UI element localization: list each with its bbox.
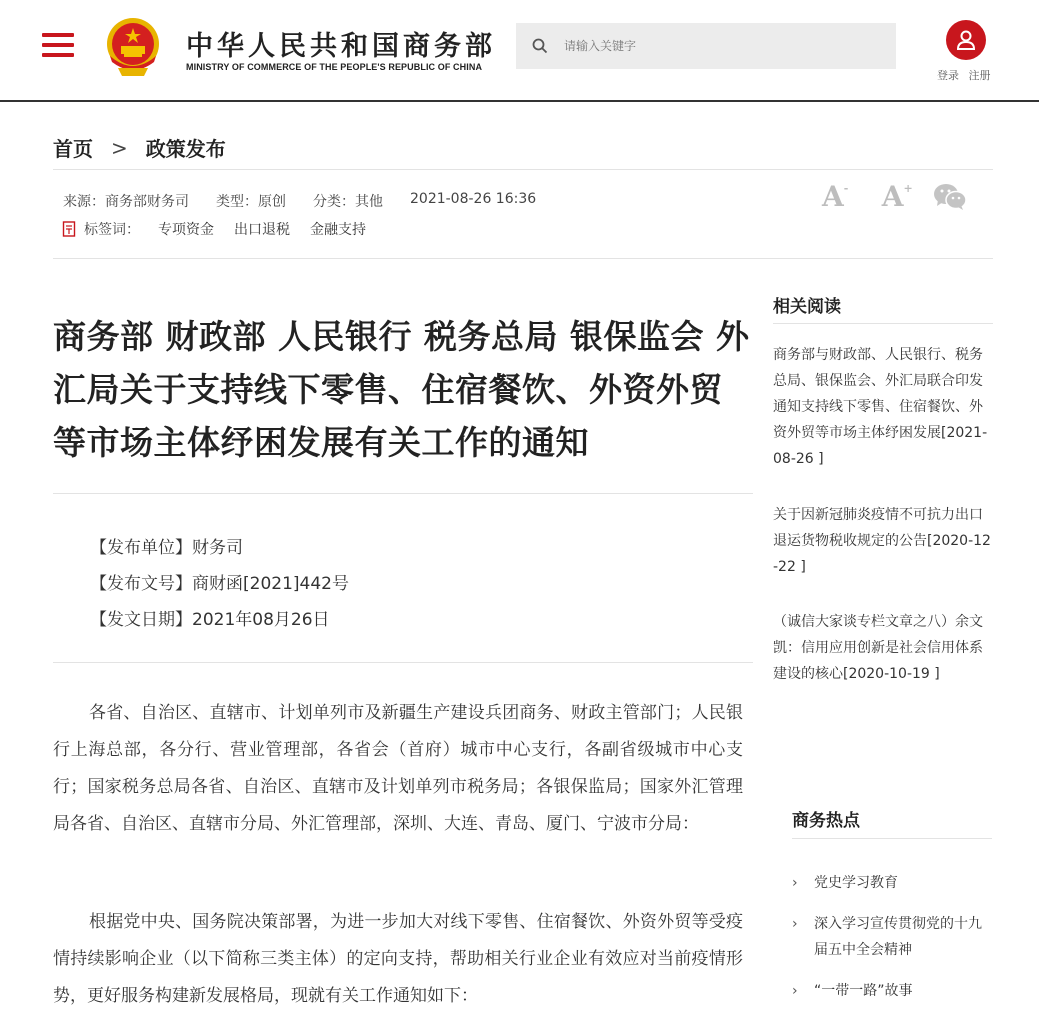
tag-link[interactable]: 专项资金 [158, 222, 214, 238]
issuer: 【发布单位】财务司 [90, 538, 243, 558]
meta-datetime: 2021-08-26 16:36 [410, 191, 537, 207]
related-item[interactable]: 商务部与财政部、人民银行、税务总局、银保监会、外汇局联合印发通知支持线下零售、住宿餐饮、外资外贸等市场主体纾困发展[2021-08-26 ] [773, 347, 988, 467]
register-link[interactable]: 注册 [968, 69, 991, 82]
chevron-right-icon: › [792, 983, 798, 999]
hot-item-label: 党史学习教育 [814, 875, 898, 891]
divider [53, 258, 993, 259]
tag-icon [62, 221, 76, 237]
hot-item[interactable] [792, 911, 992, 963]
site-name-en: MINISTRY OF COMMERCE OF THE PEOPLE'S REPUBLIC OF CHINA [186, 62, 483, 72]
divider [792, 838, 992, 839]
hot-item-label: 深入学习宣传贯彻党的十九届五中全会精神 [814, 916, 982, 958]
user-icon[interactable] [946, 20, 986, 60]
divider [53, 493, 753, 494]
tag-label: 标签词： [84, 222, 140, 238]
article-meta [63, 191, 563, 211]
hot-item-label: “一带一路”故事 [814, 983, 913, 999]
site-name-cn: 中华人民共和国商务部 [186, 31, 496, 62]
search-icon[interactable] [516, 38, 564, 54]
chevron-right-icon: › [792, 875, 798, 891]
site-header [0, 0, 1039, 102]
article-paragraph: 各省、自治区、直辖市、计划单列市及新疆生产建设兵团商务、财政主管部门；人民银行上海总部，各分行、营业管理部，各省会（首府）城市中心支行，各副省级城市中心支行；国家税务总局各省、自治区、直辖市及计划单列市税务局；各银保监局；国家外汇管理局各省、自治区、直辖市分局、外汇管理部，深圳、大连、青岛、厦门、宁波市分局： [53, 703, 743, 834]
doc-number: 【发布文号】商财函[2021]442号 [90, 574, 349, 594]
wechat-share-icon[interactable] [933, 183, 967, 211]
article-title: 商务部 财政部 人民银行 税务总局 银保监会 外汇局关于支持线下零售、住宿餐饮、外资外贸等市场主体纾困发展有关工作的通知 [53, 317, 750, 462]
tag-link[interactable]: 金融支持 [310, 222, 366, 238]
article-tools [822, 180, 967, 213]
meta-type: 类型：原创 [216, 194, 286, 210]
breadcrumb [53, 133, 226, 162]
issue-date: 【发文日期】2021年08月26日 [90, 610, 330, 630]
search-input[interactable] [564, 39, 864, 53]
tag-row [62, 219, 386, 239]
login-link[interactable]: 登录 [937, 69, 959, 82]
related-title: 相关阅读 [773, 297, 841, 317]
meta-category: 分类：其他 [313, 194, 383, 210]
divider [53, 662, 753, 663]
font-increase-button[interactable]: A + [881, 180, 913, 213]
breadcrumb-current[interactable]: 政策发布 [145, 137, 226, 161]
divider [53, 169, 993, 170]
hot-title: 商务热点 [792, 811, 860, 831]
related-item[interactable]: 关于因新冠肺炎疫情不可抗力出口退运货物税收规定的公告[2020-12-22 ] [773, 507, 991, 575]
font-decrease-button[interactable]: A - [822, 180, 849, 213]
auth-links [937, 67, 997, 83]
article-paragraph: 根据党中央、国务院决策部署，为进一步加大对线下零售、住宿餐饮、外资外贸等受疫情持续影响企业（以下简称三类主体）的定向支持，帮助相关行业企业有效应对当前疫情形势，更好服务构建新发展格局，现就有关工作通知如下： [53, 912, 743, 1006]
meta-source: 来源：商务部财务司 [63, 194, 189, 210]
breadcrumb-home[interactable]: 首页 [53, 137, 93, 161]
divider [773, 323, 993, 324]
chevron-right-icon: › [792, 916, 798, 932]
chevron-right-icon: > [111, 135, 128, 160]
search-bar [516, 23, 896, 69]
national-emblem-icon [104, 16, 162, 78]
menu-icon[interactable] [42, 33, 74, 57]
hot-item[interactable] [792, 978, 992, 1004]
related-item[interactable]: （诚信大家谈专栏文章之八）余文凯：信用应用创新是社会信用体系建设的核心[2020-10-19 ] [773, 614, 983, 682]
tag-link[interactable]: 出口退税 [234, 222, 290, 238]
hot-item[interactable] [792, 870, 992, 896]
